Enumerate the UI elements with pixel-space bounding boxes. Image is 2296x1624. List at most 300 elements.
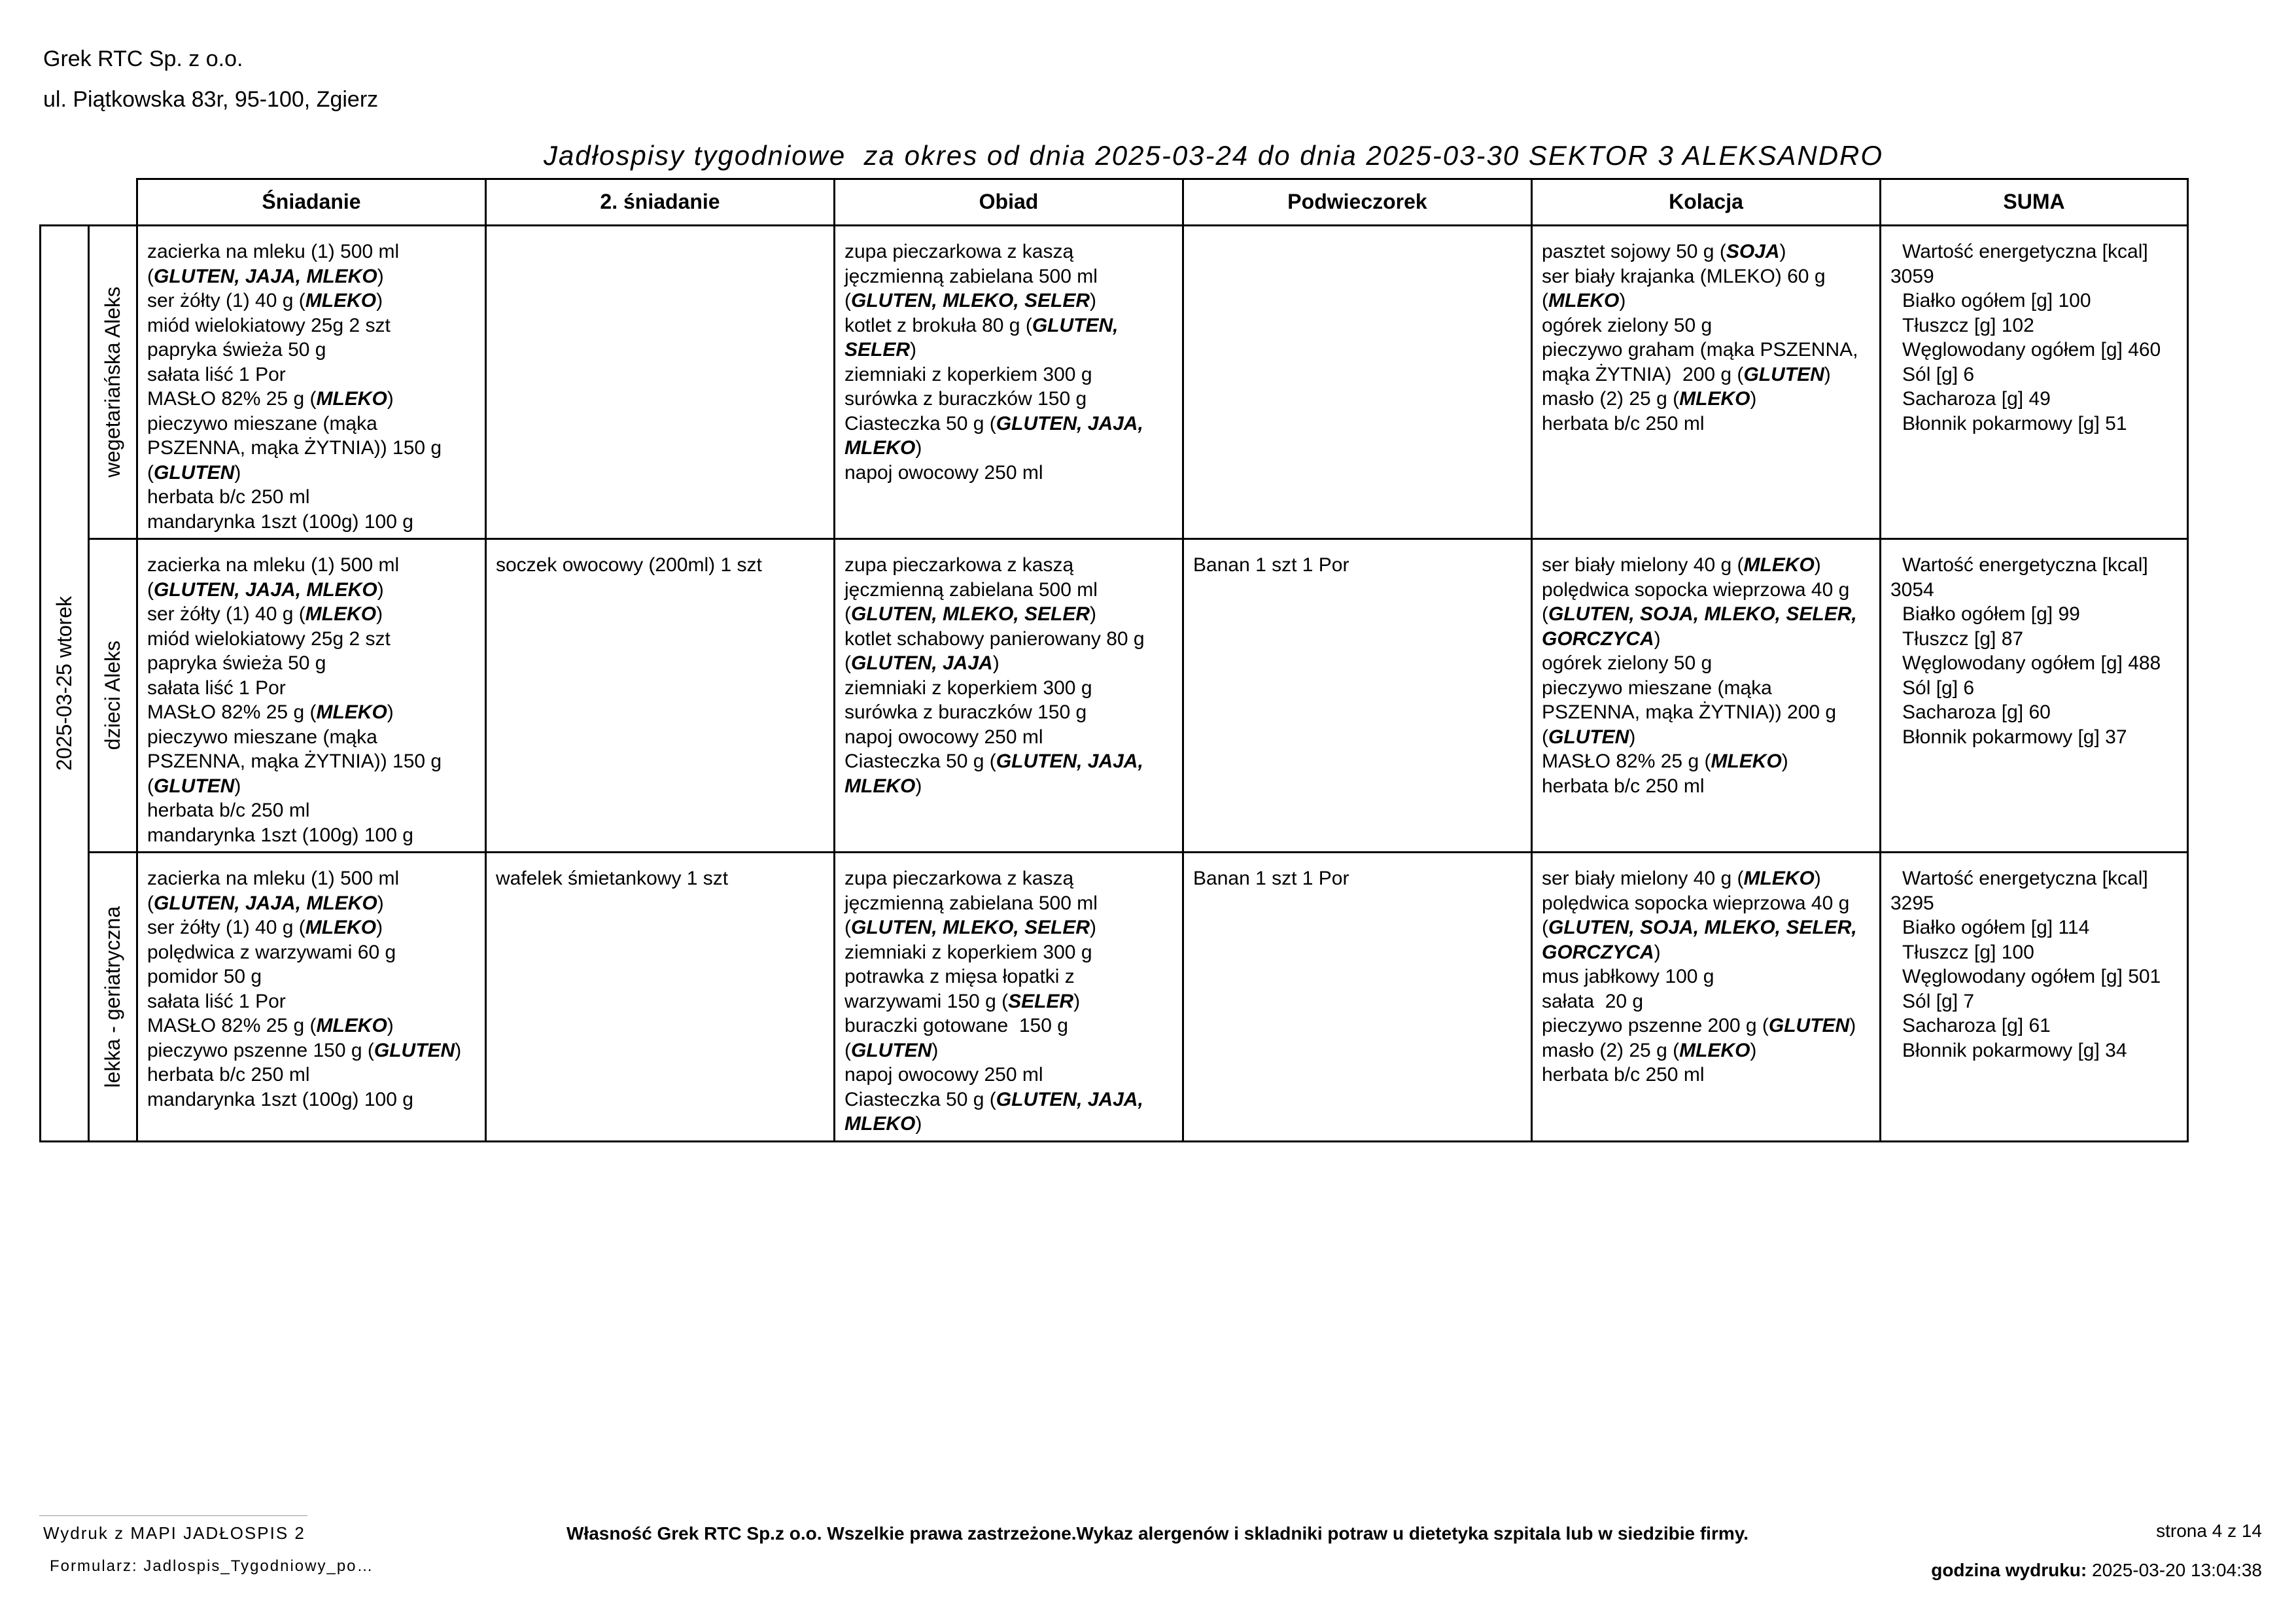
- allergen: [154, 892, 377, 914]
- meal-text: ): [377, 265, 384, 287]
- sum-cell: [1881, 539, 2188, 853]
- allergen: [851, 290, 1090, 311]
- meal-line: [1542, 313, 1871, 338]
- meal-text: ): [387, 701, 394, 723]
- allergen-text: MLEKO: [1679, 388, 1750, 410]
- allergen: [1769, 1015, 1849, 1036]
- meal-text: sałata liść 1 Por: [147, 990, 286, 1012]
- meal-cell-dinner: [1532, 539, 1881, 853]
- meal-line: [844, 989, 1174, 1014]
- meal-line: [147, 362, 477, 387]
- meal-text: buraczki gotowane 150 g: [844, 1015, 1068, 1036]
- meal-line: [844, 676, 1174, 701]
- meal-text: MASŁO 82% 25 g (: [1542, 750, 1711, 772]
- document-title: Jadłospisy tygodniowe za okres od dnia 2025-03-24 do dnia 2025-03-30 SEKTOR 3 ALEKSANDRO: [543, 140, 1884, 171]
- nutrition-line: Tłuszcz [g] 102: [1902, 314, 2034, 336]
- meal-line: [1542, 362, 1871, 387]
- meal-text: ): [455, 1039, 462, 1061]
- sum-cell: [1881, 853, 2188, 1142]
- nutrition-line: 3059: [1890, 265, 1934, 287]
- meal-cell-breakfast: [137, 226, 486, 539]
- allergen: [996, 1089, 1143, 1110]
- meal-text: ): [1781, 750, 1788, 772]
- meal-text: herbata b/c 250 ml: [1542, 412, 1705, 434]
- meal-text: ziemniaki z koperkiem 300 g: [844, 363, 1092, 385]
- meal-line: [147, 627, 477, 652]
- meal-line: [147, 412, 477, 436]
- meal-text: ): [915, 437, 922, 459]
- nutrition-line: Tłuszcz [g] 87: [1902, 627, 2024, 650]
- meal-text: polędwica sopocka wieprzowa 40 g: [1542, 892, 1850, 914]
- meal-cell-lunch: [835, 539, 1183, 853]
- meal-line: [147, 578, 477, 603]
- company-address: ul. Piątkowska 83r, 95-100, Zgierz: [43, 87, 379, 112]
- meal-text: ): [234, 461, 241, 484]
- meal-text: ): [377, 892, 384, 914]
- meal-text: (: [844, 1039, 851, 1061]
- meal-text: ): [915, 775, 922, 797]
- meal-text: kotlet z brokuła 80 g (: [844, 314, 1032, 336]
- meal-text: ): [1779, 241, 1786, 262]
- nutrition-line: Wartość energetyczna [kcal]: [1902, 868, 2148, 889]
- allergen-text: GLUTEN: [154, 461, 235, 484]
- nutrition-line: Węglowodany ogółem [g] 488: [1902, 652, 2161, 674]
- meal-line: [844, 1063, 1174, 1087]
- meal-line: [147, 264, 477, 289]
- meal-text: ): [992, 652, 1000, 674]
- meal-text: zupa pieczarkowa z kaszą: [844, 868, 1074, 889]
- nutrition-line: Tłuszcz [g] 100: [1902, 941, 2034, 963]
- meal-line: [1542, 940, 1871, 965]
- meal-line: [1542, 1063, 1871, 1087]
- allergen: [851, 917, 1090, 938]
- allergen-text: MLEKO: [305, 290, 377, 311]
- meal-text: (: [147, 265, 154, 287]
- meal-text: potrawka z mięsa łopatki z: [844, 966, 1075, 987]
- meal-line: [844, 1112, 1174, 1137]
- meal-line: [147, 725, 477, 750]
- meal-text: pieczywo mieszane (mąka: [147, 726, 377, 748]
- meal-cell-afternoon-snack: [1183, 539, 1532, 853]
- meal-text: polędwica sopocka wieprzowa 40 g: [1542, 578, 1850, 601]
- meal-line: [147, 823, 477, 848]
- allergen: [1542, 628, 1654, 650]
- meal-line: [147, 602, 477, 627]
- meal-line: [844, 289, 1174, 313]
- allergen-text: GLUTEN, JAJA, MLEKO: [154, 892, 377, 914]
- meal-cell-breakfast: [137, 539, 486, 853]
- meal-line: [496, 553, 826, 578]
- allergen: [316, 1015, 387, 1036]
- meal-text: kotlet schabowy panierowany 80 g: [844, 627, 1145, 650]
- meal-line: [1542, 749, 1871, 774]
- meal-text: ): [1750, 388, 1757, 410]
- meal-text: ser żółty (1) 40 g (: [147, 917, 305, 938]
- meal-line: [147, 915, 477, 940]
- diet-name-cell: [89, 539, 137, 853]
- meal-line: [147, 774, 477, 799]
- meal-text: ser biały mielony 40 g (: [1542, 868, 1744, 889]
- meal-line: [147, 676, 477, 701]
- meal-text: napoj owocowy 250 ml: [844, 726, 1043, 748]
- allergen-text: MLEKO: [316, 701, 387, 723]
- meal-text: ogórek zielony 50 g: [1542, 652, 1713, 674]
- meal-text: surówka z buraczków 150 g: [844, 388, 1087, 410]
- meal-text: (: [844, 603, 851, 625]
- meal-line: [147, 964, 477, 989]
- meal-line: [1542, 964, 1871, 989]
- meal-text: Banan 1 szt 1 Por: [1193, 868, 1349, 889]
- meal-cell-afternoon-snack: [1183, 226, 1532, 539]
- meal-line: [1542, 1014, 1871, 1038]
- meal-text: pieczywo mieszane (mąka: [147, 412, 377, 434]
- allergen-text: GLUTEN, JAJA: [851, 652, 993, 674]
- meal-cell-lunch: [835, 853, 1183, 1142]
- header-row: [41, 179, 2188, 226]
- allergen-text: SELER: [844, 339, 911, 361]
- meal-text: zacierka na mleku (1) 500 ml: [147, 241, 400, 262]
- allergen-text: MLEKO: [1548, 290, 1620, 311]
- meal-line: [1542, 891, 1871, 916]
- nutrition-line: Sacharoza [g] 60: [1902, 701, 2051, 723]
- meal-line: [1542, 676, 1871, 701]
- meal-text: masło (2) 25 g (: [1542, 388, 1680, 410]
- meal-text: ): [931, 1039, 939, 1061]
- meal-line: [844, 774, 1174, 799]
- meal-text: Banan 1 szt 1 Por: [1193, 554, 1349, 576]
- allergen: [851, 652, 993, 674]
- meal-text: (: [844, 917, 851, 938]
- meal-text: miód wielokiatowy 25g 2 szt: [147, 314, 391, 336]
- meal-text: Ciasteczka 50 g (: [844, 750, 996, 772]
- meal-text: ser biały krajanka (MLEKO) 60 g: [1542, 265, 1826, 287]
- footer-print-time: [1931, 1560, 2262, 1581]
- allergen: [1548, 726, 1629, 748]
- meal-text: ): [1619, 290, 1626, 311]
- nutrition-line: Sacharoza [g] 49: [1902, 388, 2051, 410]
- allergen-text: MLEKO: [316, 388, 387, 410]
- allergen: [316, 701, 387, 723]
- allergen-text: GLUTEN: [374, 1039, 455, 1061]
- meal-line: [147, 1063, 477, 1087]
- allergen-text: SOJA: [1726, 241, 1780, 262]
- meal-text: mandarynka 1szt (100g) 100 g: [147, 1088, 413, 1110]
- meal-line: [844, 1087, 1174, 1112]
- meal-text: ): [1073, 990, 1081, 1012]
- meal-text: ): [1090, 290, 1097, 311]
- meal-line: [147, 989, 477, 1014]
- meal-text: (: [147, 461, 154, 484]
- footer-print-time-label: godzina wydruku:: [1931, 1560, 2087, 1580]
- meal-text: (: [147, 578, 154, 601]
- meal-cell-afternoon-snack: [1183, 853, 1532, 1142]
- meal-text: papryka świeża 50 g: [147, 652, 326, 674]
- footer-print-time-value: 2025-03-20 13:04:38: [2092, 1560, 2262, 1580]
- nutrition-line: Białko ogółem [g] 100: [1902, 290, 2091, 311]
- meal-cell-dinner: [1532, 853, 1881, 1142]
- meal-text: ser biały mielony 40 g (: [1542, 554, 1744, 576]
- meal-text: zupa pieczarkowa z kaszą: [844, 554, 1074, 576]
- diet-row: [41, 226, 2188, 539]
- meal-text: ): [376, 917, 383, 938]
- meal-line: [147, 289, 477, 313]
- meal-text: polędwica z warzywami 60 g: [147, 941, 396, 963]
- allergen-text: GLUTEN, SOJA, MLEKO, SELER,: [1548, 917, 1857, 938]
- meal-line: [1542, 553, 1871, 578]
- meal-text: pieczywo pszenne 200 g (: [1542, 1015, 1769, 1036]
- meal-text: ): [910, 339, 917, 361]
- allergen: [1008, 991, 1073, 1012]
- allergen-text: GLUTEN: [1548, 726, 1629, 748]
- diet-row: [41, 853, 2188, 1142]
- allergen-text: GLUTEN: [851, 1039, 932, 1061]
- meal-text: wafelek śmietankowy 1 szt: [496, 868, 729, 889]
- meal-text: pieczywo mieszane (mąka: [1542, 677, 1772, 699]
- allergen-text: GORCZYCA: [1542, 627, 1654, 650]
- allergen-text: MLEKO: [305, 917, 377, 938]
- column-header-afternoon-snack: Podwieczorek: [1183, 179, 1532, 226]
- meal-text: mus jabłkowy 100 g: [1542, 966, 1714, 987]
- meal-line: [147, 891, 477, 916]
- meal-text: surówka z buraczków 150 g: [844, 701, 1087, 723]
- allergen: [1032, 315, 1119, 336]
- meal-text: herbata b/c 250 ml: [1542, 775, 1705, 797]
- meal-line: [147, 700, 477, 725]
- meal-text: sałata liść 1 Por: [147, 677, 286, 699]
- meal-text: ): [1090, 917, 1097, 938]
- meal-text: herbata b/c 250 ml: [147, 486, 310, 508]
- allergen: [1548, 290, 1619, 311]
- allergen-text: GLUTEN, MLEKO, SELER: [851, 917, 1090, 938]
- nutrition-line: Węglowodany ogółem [g] 501: [1902, 966, 2161, 987]
- meal-cell-second-breakfast: [486, 226, 835, 539]
- meal-cell-dinner: [1532, 226, 1881, 539]
- meal-line: [844, 700, 1174, 725]
- allergen-text: MLEKO: [844, 437, 916, 459]
- diet-name: dzieci Aleks: [100, 641, 124, 750]
- allergen: [851, 603, 1090, 625]
- column-header-second-breakfast: 2. śniadanie: [486, 179, 835, 226]
- meal-line: [844, 264, 1174, 289]
- meal-text: jęczmienną zabielana 500 ml: [844, 578, 1098, 601]
- meal-line: [147, 338, 477, 362]
- meal-line: [147, 510, 477, 535]
- meal-text: soczek owocowy (200ml) 1 szt: [496, 554, 762, 576]
- nutrition-line: Sól [g] 7: [1902, 990, 1975, 1012]
- meal-text: pieczywo pszenne 150 g (: [147, 1039, 374, 1061]
- meal-text: PSZENNA, mąka ŻYTNIA)) 200 g: [1542, 701, 1837, 723]
- meal-line: [844, 1038, 1174, 1063]
- meal-text: ): [376, 603, 383, 625]
- meal-text: ): [1629, 726, 1636, 748]
- footer-divider: [39, 1515, 307, 1516]
- meal-line: [844, 313, 1174, 338]
- meal-text: (: [147, 892, 154, 914]
- meal-line: [1542, 627, 1871, 652]
- meal-text: ziemniaki z koperkiem 300 g: [844, 677, 1092, 699]
- meal-text: herbata b/c 250 ml: [147, 800, 310, 821]
- meal-line: [1542, 289, 1871, 313]
- allergen: [1679, 388, 1750, 410]
- meal-text: miód wielokiatowy 25g 2 szt: [147, 627, 391, 650]
- allergen-text: GLUTEN: [154, 775, 235, 797]
- nutrition-line: Białko ogółem [g] 114: [1902, 917, 2090, 938]
- meal-text: (: [1542, 290, 1548, 311]
- nutrition-line: Sól [g] 6: [1902, 677, 1975, 699]
- meal-text: ): [1849, 1015, 1856, 1036]
- meal-line: [844, 412, 1174, 436]
- allergen-text: MLEKO: [1743, 554, 1815, 576]
- meal-line: [1542, 578, 1871, 603]
- meal-line: [147, 485, 477, 510]
- allergen-text: GLUTEN: [1768, 1015, 1850, 1036]
- allergen: [154, 266, 377, 287]
- column-header-lunch: Obiad: [835, 179, 1183, 226]
- meal-line: [147, 1087, 477, 1112]
- allergen-text: GLUTEN, SOJA, MLEKO, SELER,: [1548, 603, 1857, 625]
- meal-line: [844, 387, 1174, 412]
- meal-line: [147, 461, 477, 485]
- meal-line: [147, 387, 477, 412]
- footer-ownership-note: Własność Grek RTC Sp.z o.o. Wszelkie prawa zastrzeżone.Wykaz alergenów i skladniki potraw u dietetyka szpitala lub w siedzibie firmy.: [566, 1523, 1749, 1544]
- meal-line: [844, 964, 1174, 989]
- allergen: [844, 1113, 915, 1135]
- allergen-text: MLEKO: [1679, 1039, 1750, 1061]
- nutrition-line: Błonnik pokarmowy [g] 34: [1902, 1039, 2127, 1061]
- meal-text: napoj owocowy 250 ml: [844, 1064, 1043, 1086]
- weekly-menu-table: [39, 178, 2189, 1142]
- meal-line: [147, 239, 477, 264]
- allergen: [1743, 554, 1814, 576]
- allergen: [154, 775, 234, 797]
- meal-text: ): [377, 578, 384, 601]
- meal-text: Ciasteczka 50 g (: [844, 412, 996, 434]
- nutrition-line: Węglowodany ogółem [g] 460: [1902, 339, 2161, 361]
- meal-text: pomidor 50 g: [147, 966, 262, 987]
- meal-line: [1542, 915, 1871, 940]
- footer-page-number: strona 4 z 14: [2156, 1521, 2262, 1541]
- allergen: [154, 579, 377, 601]
- company-name: Grek RTC Sp. z o.o.: [43, 46, 243, 71]
- meal-text: Ciasteczka 50 g (: [844, 1088, 996, 1110]
- meal-text: ): [234, 775, 241, 797]
- allergen: [1726, 241, 1780, 262]
- meal-cell-breakfast: [137, 853, 486, 1142]
- meal-line: [844, 940, 1174, 965]
- diet-name: wegetariańska Aleks: [100, 287, 124, 478]
- meal-text: ): [915, 1113, 922, 1135]
- meal-text: ser żółty (1) 40 g (: [147, 603, 305, 625]
- meal-line: [844, 578, 1174, 603]
- meal-text: PSZENNA, mąka ŻYTNIA)) 150 g: [147, 750, 442, 772]
- allergen-text: MLEKO: [305, 603, 377, 625]
- diet-name-cell: [89, 853, 137, 1142]
- diet-name: lekka - geriatryczna: [100, 906, 124, 1087]
- meal-text: (: [844, 652, 851, 674]
- nutrition-line: Sacharoza [g] 61: [1902, 1015, 2051, 1036]
- meal-text: ): [1090, 603, 1097, 625]
- meal-text: herbata b/c 250 ml: [1542, 1064, 1705, 1086]
- meal-line: [1542, 264, 1871, 289]
- meal-line: [1542, 866, 1871, 891]
- meal-text: mąka ŻYTNIA) 200 g (: [1542, 363, 1744, 385]
- allergen-text: GLUTEN, MLEKO, SELER: [851, 290, 1090, 311]
- meal-line: [147, 313, 477, 338]
- diet-row: [41, 539, 2188, 853]
- allergen-text: GLUTEN, JAJA, MLEKO: [154, 578, 377, 601]
- meal-line: [147, 651, 477, 676]
- nutrition-line: Błonnik pokarmowy [g] 51: [1902, 412, 2127, 434]
- nutrition-line: Białko ogółem [g] 99: [1902, 603, 2080, 625]
- allergen: [1743, 364, 1824, 385]
- meal-text: ): [1824, 363, 1831, 385]
- meal-line: [1193, 866, 1523, 891]
- allergen-text: GLUTEN: [1743, 363, 1824, 385]
- allergen: [844, 775, 915, 797]
- meal-line: [147, 1014, 477, 1038]
- allergen-text: MLEKO: [1743, 868, 1815, 889]
- meal-line: [1542, 700, 1871, 725]
- meal-line: [1542, 239, 1871, 264]
- meal-line: [844, 362, 1174, 387]
- meal-text: masło (2) 25 g (: [1542, 1039, 1680, 1061]
- meal-line: [1542, 774, 1871, 799]
- meal-line: [147, 798, 477, 823]
- meal-text: PSZENNA, mąka ŻYTNIA)) 150 g: [147, 437, 442, 459]
- allergen: [1548, 917, 1857, 938]
- meal-text: zacierka na mleku (1) 500 ml: [147, 868, 400, 889]
- meal-text: (: [1542, 917, 1548, 938]
- meal-text: zacierka na mleku (1) 500 ml: [147, 554, 400, 576]
- meal-line: [844, 602, 1174, 627]
- meal-line: [844, 915, 1174, 940]
- meal-line: [147, 749, 477, 774]
- meal-text: ): [1814, 868, 1821, 889]
- column-header-sum: SUMA: [1881, 179, 2188, 226]
- footer-printout-source: Wydruk z MAPI JADŁOSPIS 2: [43, 1523, 305, 1543]
- allergen: [996, 413, 1143, 434]
- meal-line: [844, 725, 1174, 750]
- allergen: [1548, 603, 1857, 625]
- meal-line: [844, 436, 1174, 461]
- allergen-text: MLEKO: [844, 775, 916, 797]
- meal-line: [1542, 602, 1871, 627]
- meal-line: [844, 1014, 1174, 1038]
- diet-name-cell: [89, 226, 137, 539]
- allergen: [374, 1040, 455, 1061]
- allergen-text: GLUTEN, JAJA,: [996, 750, 1143, 772]
- allergen: [154, 462, 234, 484]
- meal-line: [1542, 1038, 1871, 1063]
- meal-text: ): [376, 290, 383, 311]
- nutrition-line: Sól [g] 6: [1902, 363, 1975, 385]
- meal-line: [1542, 725, 1871, 750]
- meal-text: (: [1542, 726, 1548, 748]
- allergen-text: GLUTEN, MLEKO, SELER: [851, 603, 1090, 625]
- meal-text: ogórek zielony 50 g: [1542, 314, 1713, 336]
- allergen: [1711, 750, 1781, 772]
- nutrition-line: 3295: [1890, 892, 1934, 914]
- meal-text: ): [1654, 627, 1661, 650]
- meal-line: [1193, 553, 1523, 578]
- allergen: [1743, 868, 1814, 889]
- allergen: [1542, 942, 1654, 963]
- meal-line: [1542, 651, 1871, 676]
- meal-line: [844, 627, 1174, 652]
- meal-text: pasztet sojowy 50 g (: [1542, 241, 1726, 262]
- nutrition-line: Wartość energetyczna [kcal]: [1902, 554, 2148, 576]
- footer-form-name: Formularz: Jadlospis_Tygodniowy_po…: [50, 1557, 374, 1575]
